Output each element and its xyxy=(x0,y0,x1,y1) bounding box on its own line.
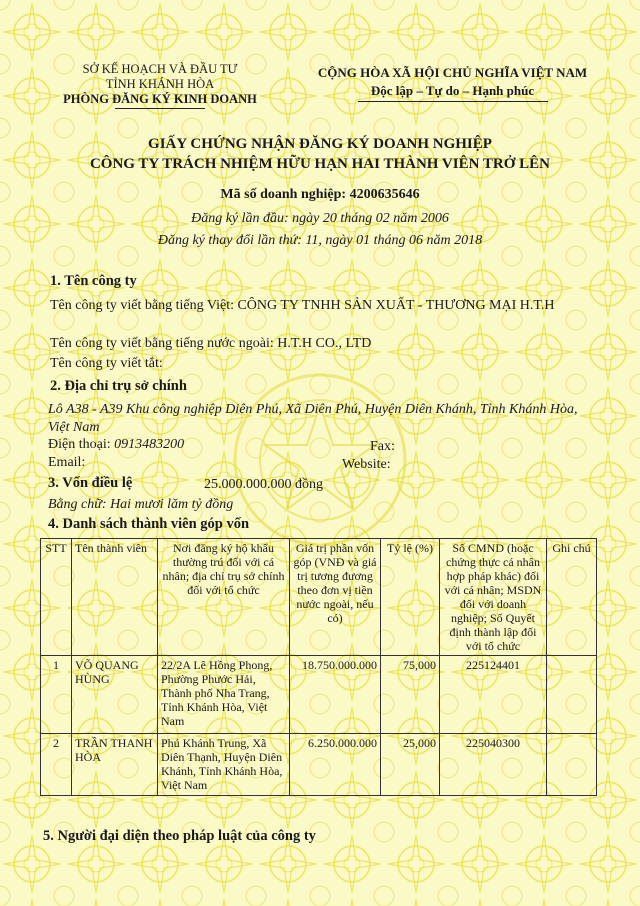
column-header: Số CMND (hoặc chứng thực cá nhân hợp pháp khác) đối với cá nhân; MSDN đối với doanh nghiệp; Số Quyết định thành lập đối với tổ chức xyxy=(440,539,547,656)
cell-contribution: 18.750.000.000 xyxy=(290,656,381,734)
issuing-province: TỈNH KHÁNH HÒA xyxy=(105,77,215,91)
vietnamese-name xyxy=(50,297,585,315)
divider-left xyxy=(115,108,205,109)
section-members-list: 4. Danh sách thành viên góp vốn xyxy=(48,516,250,532)
national-motto: Độc lập – Tự do – Hạnh phúc xyxy=(370,83,535,98)
section-head-office: 2. Địa chỉ trụ sở chính xyxy=(50,378,187,394)
cell-address: 22/2A Lê Hồng Phong, Phường Phước Hải, Thành phố Nha Trang, Tỉnh Khánh Hòa, Việt Nam xyxy=(158,656,290,734)
company-type-title: CÔNG TY TRÁCH NHIỆM HỮU HẠN HAI THÀNH VIÊN TRỞ LÊN xyxy=(89,156,551,172)
column-header: Tên thành viên xyxy=(72,539,158,656)
cell-percentage: 25,000 xyxy=(381,734,440,796)
cell-id-number: 225040300 xyxy=(440,734,547,796)
certificate-title: GIẤY CHỨNG NHẬN ĐĂNG KÝ DOANH NGHIỆP xyxy=(148,136,492,152)
issuing-department: SỞ KẾ HOẠCH VÀ ĐẦU TƯ xyxy=(82,62,238,76)
cell-percentage: 75,000 xyxy=(381,656,440,734)
cell-stt: 2 xyxy=(41,734,72,796)
cell-note xyxy=(547,734,597,796)
vietnamese-name-value: CÔNG TY TNHH SẢN XUẤT - THƯƠNG MẠI H.T.H xyxy=(237,298,555,313)
column-header: STT xyxy=(41,539,72,656)
foreign-name xyxy=(50,336,371,352)
foreign-name-value: H.T.H CO., LTD xyxy=(277,336,372,351)
vietnamese-name-label: Tên công ty viết bằng tiếng Việt: xyxy=(50,298,234,313)
table-row xyxy=(41,734,597,796)
capital-in-words: Bằng chữ: Hai mươi lăm tỷ đồng xyxy=(48,497,234,512)
abbreviated-name: Tên công ty viết tắt: xyxy=(50,356,163,371)
cell-member-name: VÕ QUANG HÙNG xyxy=(72,656,158,734)
change-registration: Đăng ký thay đổi lần thứ: 11, ngày 01 tháng 06 năm 2018 xyxy=(157,233,483,248)
phone-value: 0913483200 xyxy=(114,437,185,452)
enterprise-code-label: Mã số doanh nghiệp: xyxy=(220,187,347,202)
section-charter-capital: 3. Vốn điều lệ xyxy=(48,475,133,491)
fax-label: Fax: xyxy=(370,439,395,454)
email-label: Email: xyxy=(48,455,86,470)
national-header-block xyxy=(300,64,605,102)
enterprise-code-value: 4200635646 xyxy=(349,187,420,202)
table-header-row xyxy=(41,539,597,656)
cell-member-name: TRẦN THANH HÒA xyxy=(72,734,158,796)
table-row xyxy=(41,656,597,734)
divider-right xyxy=(358,101,548,102)
phone xyxy=(48,437,184,453)
phone-label: Điện thoại: xyxy=(48,437,111,452)
cell-address: Phú Khánh Trung, Xã Diên Thạnh, Huyện Diên Khánh, Tỉnh Khánh Hòa, Việt Nam xyxy=(158,734,290,796)
issuing-authority-block xyxy=(40,62,280,109)
foreign-name-label: Tên công ty viết bằng tiếng nước ngoài: xyxy=(50,336,274,351)
section-company-name: 1. Tên công ty xyxy=(50,273,137,289)
members-table xyxy=(40,538,597,796)
address-value: Lô A38 - A39 Khu công nghiệp Diên Phú, Xã Diên Phú, Huyện Diên Khánh, Tỉnh Khánh Hòa, Việt Nam xyxy=(48,402,578,435)
column-header: Tỷ lệ (%) xyxy=(381,539,440,656)
column-header: Ghi chú xyxy=(547,539,597,656)
cell-stt: 1 xyxy=(41,656,72,734)
country-name: CỘNG HÒA XÃ HỘI CHỦ NGHĨA VIỆT NAM xyxy=(317,65,588,80)
section-legal-representative: 5. Người đại diện theo pháp luật của công ty xyxy=(43,828,316,844)
cell-id-number: 225124401 xyxy=(440,656,547,734)
website-label: Website: xyxy=(342,457,391,472)
issuing-office: PHÒNG ĐĂNG KÝ KINH DOANH xyxy=(63,92,257,106)
cell-note xyxy=(547,656,597,734)
charter-capital-value: 25.000.000.000 đồng xyxy=(204,477,323,492)
cell-contribution: 6.250.000.000 xyxy=(290,734,381,796)
column-header: Nơi đăng ký hộ khẩu thường trú đối với cá nhân; địa chỉ trụ sở chính đối với tổ chức xyxy=(158,539,290,656)
column-header: Giá trị phần vốn góp (VNĐ và giá trị tương đương theo đơn vị tiền nước ngoài, nếu có) xyxy=(290,539,381,656)
first-registration: Đăng ký lần đầu: ngày 20 tháng 02 năm 2006 xyxy=(191,211,449,226)
enterprise-code xyxy=(60,187,580,203)
